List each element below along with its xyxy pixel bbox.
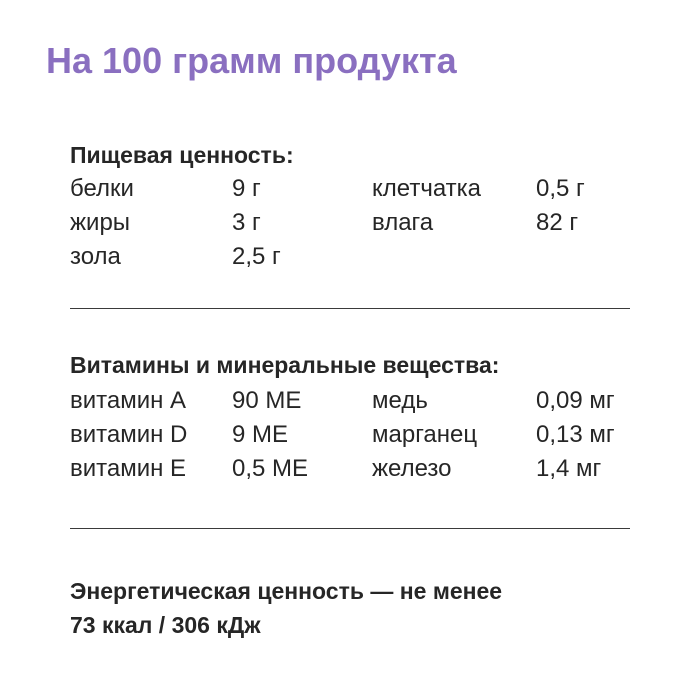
vitamins-row [70,418,640,452]
page-title: На 100 грамм продукта [46,40,457,81]
energy-value [70,574,502,642]
section-divider [70,308,630,309]
vitamins-row [70,452,640,486]
vitamin-name: витамин A [70,387,187,414]
nutrient-name: влага [372,209,434,236]
nutrient-name: зола [70,243,121,270]
vitamins-table [70,384,640,486]
section-divider [70,528,630,529]
nutrient-name: белки [70,175,134,202]
nutrient-name: клетчатка [372,175,482,202]
nutrient-value: 3 г [232,209,261,236]
nutrition-heading: Пищевая ценность: [70,142,294,168]
nutrient-value: 2,5 г [232,243,281,270]
mineral-name: железо [372,455,452,482]
nutrition-row [70,172,640,206]
energy-line-1: Энергетическая ценность — не менее [70,578,503,604]
nutrition-row [70,206,640,240]
vitamin-name: витамин E [70,455,187,482]
nutrient-value: 82 г [536,209,579,236]
mineral-value: 0,13 мг [536,421,615,448]
nutrient-value: 9 г [232,175,261,202]
vitamin-name: витамин D [70,421,188,448]
mineral-name: марганец [372,421,478,448]
nutrient-value: 0,5 г [536,175,585,202]
vitamin-value: 0,5 МЕ [232,455,309,482]
nutrition-table [70,172,640,274]
mineral-value: 0,09 мг [536,387,615,414]
vitamin-value: 9 МЕ [232,421,289,448]
energy-line-2: 73 ккал / 306 кДж [70,612,261,638]
nutrition-row [70,240,640,274]
mineral-value: 1,4 мг [536,455,602,482]
vitamin-value: 90 МЕ [232,387,302,414]
mineral-name: медь [372,387,428,414]
vitamins-row [70,384,640,418]
nutrient-name: жиры [70,209,131,236]
vitamins-heading: Витамины и минеральные вещества: [70,352,500,378]
